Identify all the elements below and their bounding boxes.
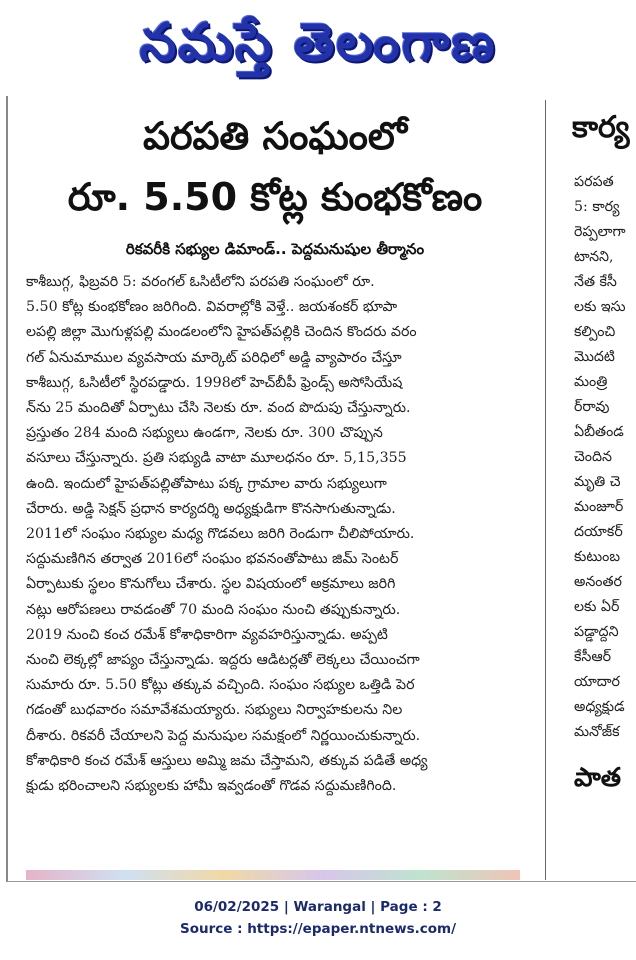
article-body-line: గడంతో బుధవారం సమావేశమయ్యారు. సభ్యులు నిర్వాహకులను నిల [26, 702, 403, 719]
article-body-line: 5.50 కోట్ల కుంభకోణం జరిగింది. వివరాల్లోకి వెళ్తే.. జయశంకర్ భూపా [26, 299, 398, 316]
headline-line-1: పరపతి సంఘంలో [142, 114, 408, 158]
article-body-line: ఉంది. ఇందులో హైపత్‌పల్లితోపాటు పక్క గ్రామాల వారు సభ్యులుగా [26, 475, 387, 492]
column-divider [545, 100, 546, 880]
side-article-line: మంజూర్ [574, 499, 624, 515]
article-body-line: నట్లు ఆరోపణలు రావడంతో 70 మంది సంఘం నుంచి తప్పుకున్నారు. [26, 601, 401, 618]
headline-line-2: రూ. 5.50 కోట్ల కుంభకోణం [67, 175, 483, 219]
article-body-line: 2011లో సంఘం సభ్యుల మధ్య గొడవలు జరిగి రెండుగా చీలిపోయారు. [26, 526, 415, 543]
side-article-line: రెప్పలాగా [574, 224, 626, 240]
footer-date-line: 06/02/2025 | Warangal | Page : 2 [194, 899, 442, 915]
article-body-line: వసూలు చేస్తున్నారు. ప్రతి సభ్యుడి వాటా మూలధనం రూ. 5,15,355 [26, 450, 407, 467]
newspaper-logo: నమస్తే తెలంగాణ [139, 13, 497, 73]
side-article-line: పడ్డాద్దని [574, 624, 619, 640]
side-article [556, 100, 636, 870]
side-article-line: కుటుంబ [574, 549, 621, 565]
article-body-line: సుమారు రూ. 5.50 కోట్లు తక్కువ వచ్చింది. సంఘం సభ్యుల ఒత్తిడి పెర [26, 677, 415, 694]
article-body-line: దీశారు. రికవరీ చేయాలని పెద్ద మనుషుల సమక్షంలో నిర్ణయించుకున్నారు. [26, 727, 421, 744]
side-headline: కార్య [572, 110, 630, 145]
article-body-line: గల్ ఏనుమాముల వ్యవసాయ మార్కెట్ పరిధిలో అడ్డి వ్యాపారం చేస్తూ [26, 349, 402, 366]
subheadline: రికవరీకి సభ్యుల డిమాండ్.. పెద్దమనుషుల తీర్మానం [125, 240, 425, 258]
article-body-line: ప్రస్తుతం 284 మంది సభ్యులు ఉండగా, నెలకు రూ. 300 చొప్పున [26, 425, 383, 442]
side-article-line: కల్పించి [574, 324, 616, 340]
side-article-line: కేసీఆర్ [574, 649, 612, 665]
masthead [0, 0, 636, 95]
side-article-line: చెందిన [574, 449, 612, 465]
article-body-line: 2019 నుంచి కంచ రమేశ్ కోశాధికారిగా వ్యవహరిస్తున్నాడు. అప్పటి [26, 626, 388, 643]
side-article-line: మొదటి [574, 349, 615, 365]
side-article-line: పరపత [574, 174, 614, 190]
side-article-line: అనంతర [574, 574, 622, 590]
article-body-line: కాశీబుగ్గ, ఫిబ్రవరి 5: వరంగల్ ఓసిటీలోని పరపతి సంఘంలో రూ. [26, 274, 375, 290]
side-article-line: నేత కేసీ [574, 274, 617, 290]
side-article-line: మంత్రి [574, 374, 608, 390]
main-article [22, 100, 528, 880]
side-article-line: ఏబీతండ [574, 424, 624, 440]
side-article-line: అధ్యక్షుడ [574, 699, 625, 715]
article-body-line: న్‌ను 25 మందితో ఏర్పాటు చేసి నెలకు రూ. వంద పొదుపు చేస్తున్నారు. [26, 400, 411, 417]
article-body-line: ఏర్పాటుకు స్థలం కొనుగోలు చేశారు. స్థల విషయంలో అక్రమాలు జరిగి [26, 576, 396, 593]
article-body-line: నుంచి లెక్కల్లో జాప్యం చేస్తున్నాడు. ఇద్దరు ఆడిటర్లతో లెక్కలు చేయించగా [26, 652, 420, 669]
article-body-line: కాశీబుగ్గ, ఓసిటీలో స్థిరపడ్డారు. 1998లో హెచ్‌బీపీ ఫ్రెండ్స్ అసోసియేష [26, 374, 403, 391]
footer-source-line: Source : https://epaper.ntnews.com/ [179, 921, 457, 937]
footer [0, 896, 636, 940]
article-body-line: లపల్లి జిల్లా మొగుళ్లపల్లి మండలంలోని హైపత్‌పల్లికి చెందిన కొందరు వరం [26, 324, 417, 341]
side-article-body [556, 170, 636, 745]
article-body-line: క్షుడు భరించాలని సభ్యులకు హామీ ఇవ్వడంతో గొడవ సద్దుమణిగింది. [26, 778, 397, 795]
side-article-line: దయాకర్ [574, 524, 623, 540]
side-bottom-headline: పాత [574, 763, 622, 793]
article-body [22, 270, 528, 799]
article-body-line: సద్దుమణిగిన తర్వాత 2016లో సంఘం భవనంతోపాటు జిమ్ సెంటర్ [26, 551, 399, 568]
side-article-line: లకు ఏర్ [574, 599, 620, 615]
side-article-line: ర్‌రావు [574, 399, 610, 415]
side-article-line: 5: కార్య [574, 199, 620, 215]
article-body-line: కోశాధికారి కంచ రమేశ్ ఆస్తులు అమ్మి జమ చేస్తామని, తక్కువ పడితే అధ్య [26, 752, 428, 769]
article-body-line: చేరారు. అడ్డి సెక్షన్ ప్రధాన కార్యదర్శి అధ్యక్షుడిగా కొనసాగుతున్నాడు. [26, 500, 396, 517]
side-article-line: మృతి చె [574, 474, 621, 490]
side-article-line: మనోజ్‌క [574, 724, 620, 740]
side-article-line: టానని, [574, 249, 614, 265]
side-article-line: లకు ఇసు [574, 299, 626, 315]
side-article-line: యాదార [574, 674, 620, 690]
advert-strip [26, 870, 520, 880]
